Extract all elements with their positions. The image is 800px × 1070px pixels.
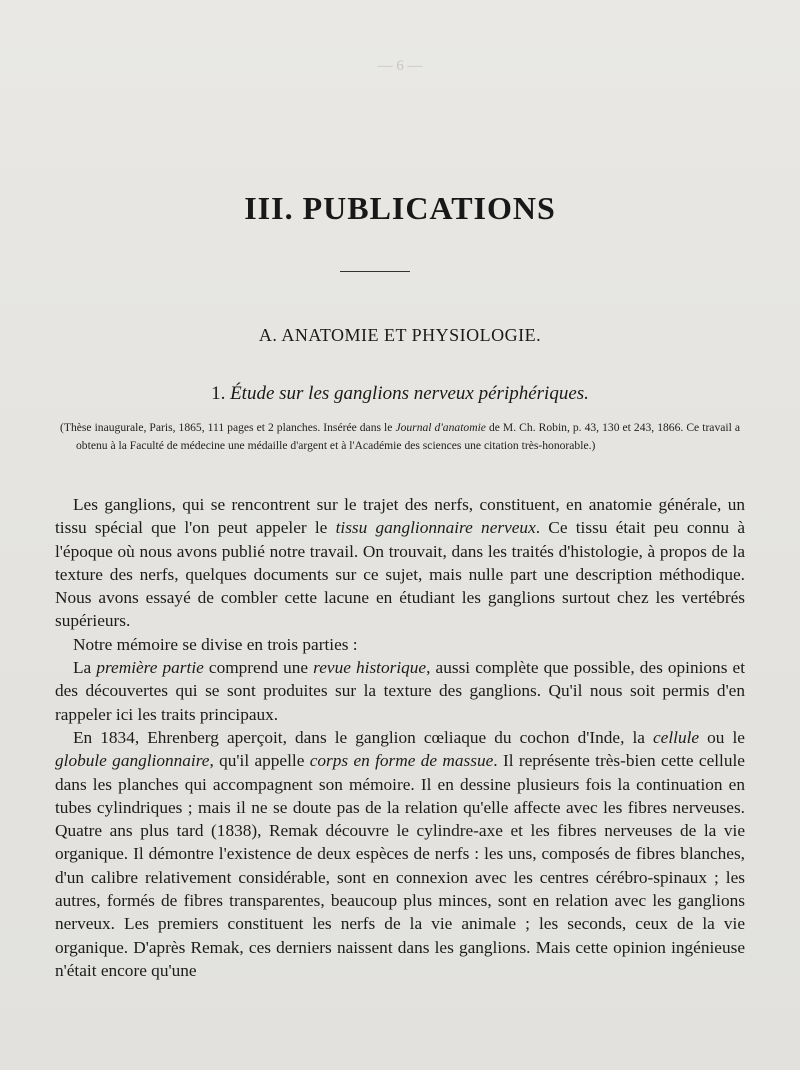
p4-term-3: corps en forme de massue <box>309 751 494 771</box>
note-part-1: (Thèse inaugurale, Paris, 1865, 111 pages et 2 planches. Insérée dans le <box>60 421 396 434</box>
p3-text-a: La <box>73 658 97 678</box>
p4-text-d: . Il représente très-bien cette cellule dans les planches qui accompagnent son mémoire. Il en dessine plusieurs fois la continuation en tubes cylindriques ; mais il ne se doute pas de la relation qu'elle affecte avec les fibres nerveuses. Quatre ans plus tard (1838), Remak découvre le cylindre-axe et les fibres nerveuses de la vie organique. Il démontre l'existence de deux espèces de nerfs : les uns, composés de fibres blanches, d'un calibre relativement considérable, sont en connexion avec les centres cérébro-spinaux ; les autres, formés de fibres transparentes, beaucoup plus minces, sont en relation avec les ganglions nerveux. Les premiers constituent les nerfs de la vie animale ; les seconds, ceux de la vie organique. D'après Remak, ces derniers naissent dans les ganglions. Mais cette opinion ingénieuse n'était encore qu'une <box>55 751 745 980</box>
body-text <box>55 493 745 982</box>
publication-title <box>0 383 800 405</box>
publication-name: Étude sur les ganglions nerveux périphériques. <box>230 383 589 404</box>
p1-text-a: Les ganglions, qui se rencontrent sur le trajet des nerfs, constituent, en anatomie générale, un tissu spécial que l'on peut appeler le <box>55 495 745 538</box>
p3-term-1: première partie <box>96 658 204 678</box>
page-number: — 6 — <box>377 58 423 74</box>
note-part-2: de M. Ch. Robin, p. 43, 130 et 243, 1866. Ce travail a obtenu à la Faculté de médecine une médaille d'argent et à l'Académie des sciences une citation très-honorable.) <box>76 421 740 452</box>
paragraph-3 <box>55 656 745 726</box>
note-text <box>60 419 740 454</box>
paragraph-4 <box>55 726 745 982</box>
p4-text-c: , qu'il appelle <box>209 751 310 771</box>
publication-note <box>60 419 740 454</box>
p3-text-b: comprend une <box>203 658 314 678</box>
title-divider <box>340 271 410 272</box>
p4-term-1: cellule <box>653 727 700 747</box>
p3-term-2: revue historique <box>313 658 427 678</box>
paragraph-2: Notre mémoire se divise en trois parties : <box>73 634 358 654</box>
publication-number: 1. <box>211 383 226 404</box>
p4-text-b: ou le <box>699 727 745 747</box>
p3-text-c: , aussi complète que possible, des opinions et des découvertes qui se sont produites sur la texture des ganglions. Qu'il nous soit permis d'en rappeler ici les traits principaux. <box>55 658 745 724</box>
p1-term: tissu ganglionnaire nerveux <box>335 518 536 538</box>
paragraph-1 <box>55 493 745 633</box>
section-heading: A. ANATOMIE ET PHYSIOLOGIE. <box>258 325 542 345</box>
p1-text-b: . Ce tissu était peu connu à l'époque où nous avons publié notre travail. On trouvait, dans les traités d'histologie, à propos de la texture des nerfs, quelques documents sur ce sujet, mais nulle part une description méthodique. Nous avons essayé de combler cette lacune en étudiant les ganglions surtout chez les vertébrés supérieurs. <box>55 518 746 631</box>
chapter-title: III. PUBLICATIONS <box>244 190 556 226</box>
p4-text-a: En 1834, Ehrenberg aperçoit, dans le ganglion cœliaque du cochon d'Inde, la <box>73 727 654 747</box>
note-journal: Journal d'anatomie <box>395 421 486 434</box>
p4-term-2: globule ganglionnaire <box>55 751 210 771</box>
